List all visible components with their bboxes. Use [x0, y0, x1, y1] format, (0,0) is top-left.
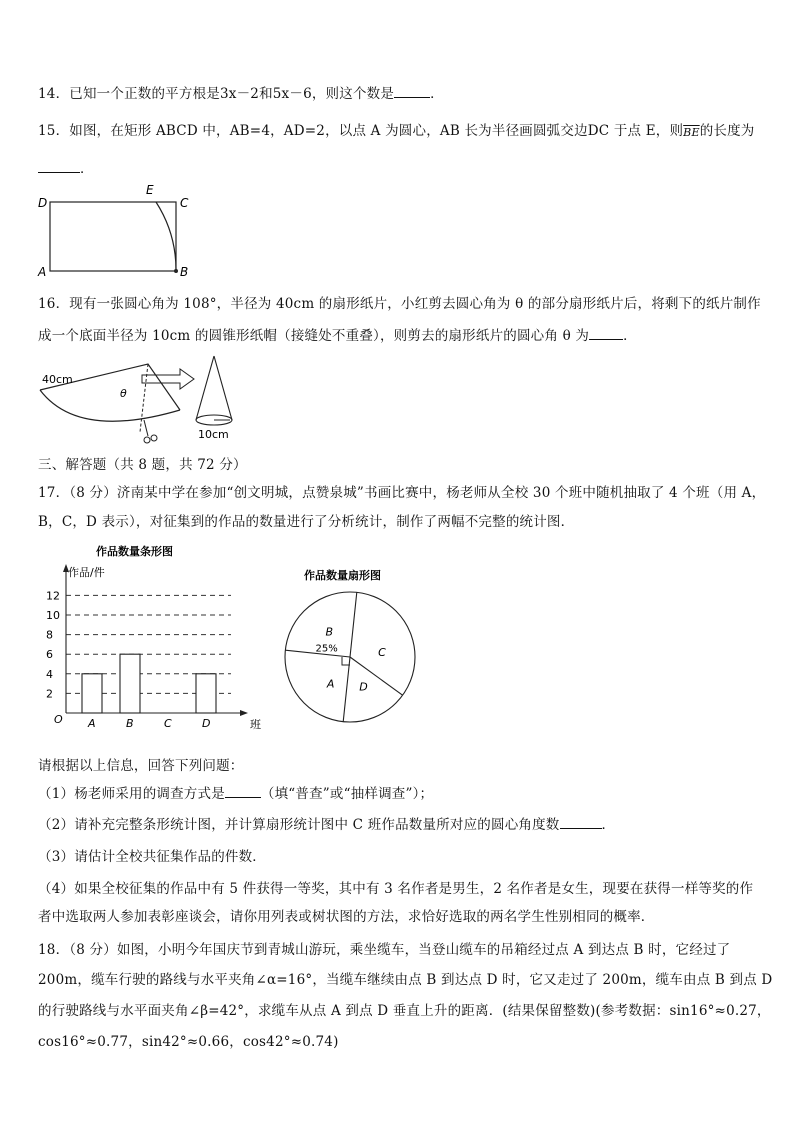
q18-line2: 200m，缆车行驶的路线与水平夹角∠α=16°，当缆车继续由点 B 到达点 D 时，它又走过了 200m，缆车由点 B 到点 D: [38, 972, 773, 988]
q16-answer-blank[interactable]: [589, 327, 623, 340]
q17-sub2: [38, 813, 615, 833]
bar-chart-title: 作品数量条形图: [96, 545, 173, 558]
q18-line3: 的行驶路线与水平面夹角∠β=42°，求缆车从点 A 到点 D 垂直上升的距离．(结果保留整数)(参考数据：sin16°≈0.27，: [38, 1003, 771, 1019]
q17-line1: 17．（8 分）济南某中学在参加“创文明城，点赞泉城”书画比赛中，杨老师从全校 30 个班中随机抽取了 4 个班（用 A，: [38, 485, 766, 501]
sector-radii: [40, 364, 180, 410]
y-tick-label: 2: [46, 687, 53, 701]
q14-suffix: ．: [430, 86, 444, 102]
x-tick-label: D: [202, 717, 211, 730]
x-tick-label: B: [126, 717, 134, 730]
q17-sub1: [38, 782, 433, 802]
bar-b: [120, 654, 140, 713]
q17-sub4-line2: 者中选取两人参加表彰座谈会，请你用列表或树状图的方法，求恰好选取的两名学生性别相同的概率．: [38, 909, 655, 925]
q17-prompt: 请根据以上信息，回答下列问题：: [38, 758, 244, 774]
label-d: D: [38, 196, 48, 210]
q17-sub1-text: （1）杨老师采用的调查方式是: [38, 786, 225, 802]
q15-text: 15．如图，在矩形 ABCD 中，AB=4，AD=2，以点 A 为圆心，AB 长为半径画圆弧交边DC 于点 E，则: [38, 123, 684, 139]
pie-chart: [280, 560, 440, 730]
q14-answer-blank[interactable]: [394, 85, 430, 98]
pie-label-c: C: [378, 645, 386, 659]
x-axis-arrow-icon: [240, 710, 248, 716]
y-tick-label: 4: [46, 667, 53, 681]
q16-suffix: ．: [623, 328, 637, 344]
x-tick-label: A: [88, 717, 96, 730]
pie-chart-title: 作品数量扇形图: [304, 569, 381, 582]
y-tick-label: 12: [46, 589, 60, 603]
q17-sub2-blank[interactable]: [560, 816, 602, 829]
pie-label-a: A: [326, 677, 335, 691]
pie-percent-b: 25%: [315, 643, 338, 655]
q15-text-tail: 的长度为: [699, 123, 755, 139]
cone-drawing: [196, 356, 232, 425]
q17-sub2-tail: ．: [601, 817, 616, 833]
point-b: [174, 269, 178, 273]
q15-suffix: ．: [80, 161, 94, 177]
q15-figure: [30, 180, 200, 280]
q15-line1: [38, 119, 755, 139]
bar-d: [196, 674, 216, 713]
sector-arc: [40, 390, 180, 421]
arc-be: [156, 202, 176, 271]
scissors-icon: [144, 420, 157, 443]
q16-text: 成一个底面半径为 10cm 的圆锥形纸帽（接缝处不重叠），则剪去的扇形纸片的圆心角 θ 为: [38, 328, 590, 344]
q16-figure: [38, 350, 248, 448]
y-tick-label: 6: [46, 648, 53, 662]
rectangle-abcd: [50, 202, 176, 271]
label-e: E: [146, 183, 154, 197]
q16-line1: 16．现有一张圆心角为 108°，半径为 40cm 的扇形纸片，小红剪去圆心角为 θ 的部分扇形纸片后，将剩下的纸片制作: [38, 296, 761, 312]
pie-label-b: B: [325, 625, 334, 639]
y-tick-label: 8: [46, 628, 53, 642]
q16-line2: [38, 324, 637, 344]
q15-line2: [38, 157, 94, 177]
section-3-heading: 三、解答题（共 8 题，共 72 分）: [38, 457, 247, 473]
q18-line4: cos16°≈0.77，sin42°≈0.66，cos42°≈0.74): [38, 1034, 339, 1050]
q14-line: [38, 82, 444, 102]
bar-chart-origin: O: [54, 713, 63, 726]
q18-line1: 18．（8 分）如图，小明今年国庆节到青城山游玩，乘坐缆车，当登山缆车的吊箱经过点 A 到达点 B 时，它经过了: [38, 942, 731, 958]
bar-a: [82, 674, 102, 713]
q15-arc-label: $\overline{BE}$: [683, 126, 700, 139]
label-c: C: [180, 196, 189, 210]
q17-sub1-blank[interactable]: [225, 785, 261, 798]
q17-sub4-line1: （4）如果全校征集的作品中有 5 件获得一等奖，其中有 3 名作者是男生，2 名作者是女生，现要在获得一样等奖的作: [38, 881, 754, 897]
q17-sub1-tail: （填“普查”或“抽样调查”）；: [260, 786, 434, 802]
y-tick-label: 10: [46, 609, 60, 622]
bar-chart: [46, 540, 272, 732]
x-tick-label: C: [164, 717, 172, 730]
theta-label: θ: [120, 387, 127, 400]
pie-label-d: D: [359, 680, 368, 694]
q17-sub3: （3）请估计全校共征集作品的件数．: [38, 849, 266, 865]
q17-line2: B，C，D 表示），对征集到的作品的数量进行了分析统计，制作了两幅不完整的统计图．: [38, 514, 575, 530]
q17-sub2-text: （2）请补充完整条形统计图，并计算扇形统计图中 C 班作品数量所对应的圆心角度数: [38, 817, 560, 833]
q14-text: 14．已知一个正数的平方根是3x－2和5x－6，则这个数是: [38, 86, 395, 102]
base-radius-label: 10cm: [198, 428, 229, 441]
bar-chart-xlabel: 班: [250, 718, 261, 731]
q15-answer-blank[interactable]: [38, 160, 80, 173]
label-b: B: [180, 265, 189, 279]
bar-chart-ylabel: 作品/件: [68, 566, 105, 579]
radius-label: 40cm: [42, 373, 73, 386]
label-a: A: [38, 265, 47, 279]
arrow-icon: [142, 369, 194, 389]
